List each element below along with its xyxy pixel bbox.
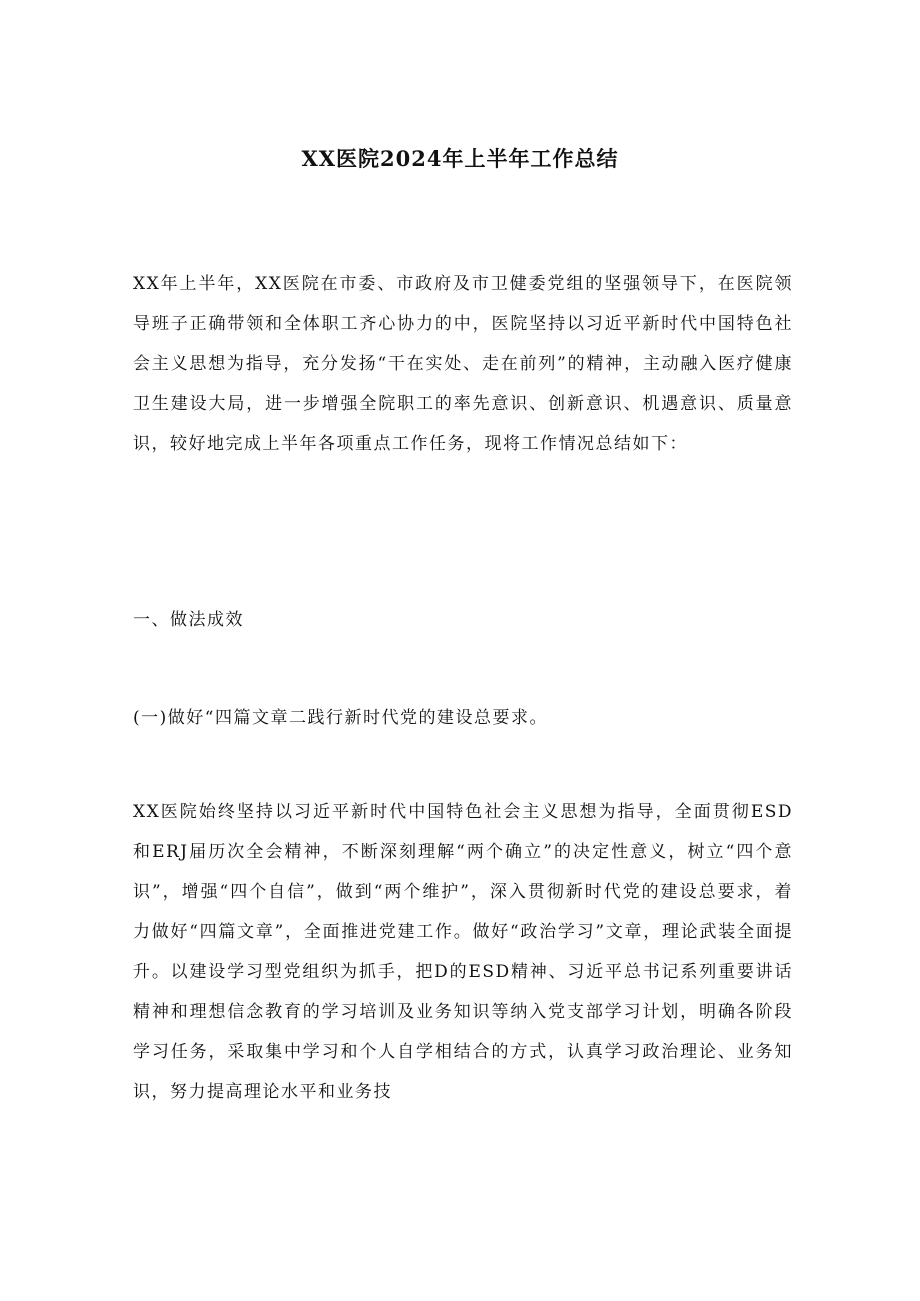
document-title: XX医院2024年上半年工作总结 <box>301 146 619 171</box>
section-heading: 一、做法成效 <box>133 610 244 630</box>
body-paragraph: XX医院始终坚持以习近平新时代中国特色社会主义思想为指导，全面贯彻ESD和ERJ届历次全会精神，不断深刻理解“两个确立”的决定性意义，树立“四个意识”，增强“四个自信”，做到“两个维护”，深入贯彻新时代党的建设总要求，着力做好“四篇文章”，全面推进党建工作。做好“政治学习”文章，理论武装全面提升。以建设学习型党组织为抓手，把D的ESD精神、习近平总书记系列重要讲话精神和理想信念教育的学习培训及业务知识等纳入党支部学习计划，明确各阶段学习任务，采取集中学习和个人自学相结合的方式，认真学习政治理论、业务知识，努力提高理论水平和业务技 <box>133 802 793 1102</box>
subsection-heading: (一)做好“四篇文章二践行新时代党的建设总要求。 <box>133 708 548 728</box>
intro-paragraph: XX年上半年，XX医院在市委、市政府及市卫健委党组的坚强领导下，在医院领导班子正确带领和全体职工齐心协力的中，医院坚持以习近平新时代中国特色社会主义思想为指导，充分发扬“干在实处、走在前列”的精神，主动融入医疗健康卫生建设大局，进一步增强全院职工的率先意识、创新意识、机遇意识、质量意识，较好地完成上半年各项重点工作任务，现将工作情况总结如下： <box>133 274 793 454</box>
